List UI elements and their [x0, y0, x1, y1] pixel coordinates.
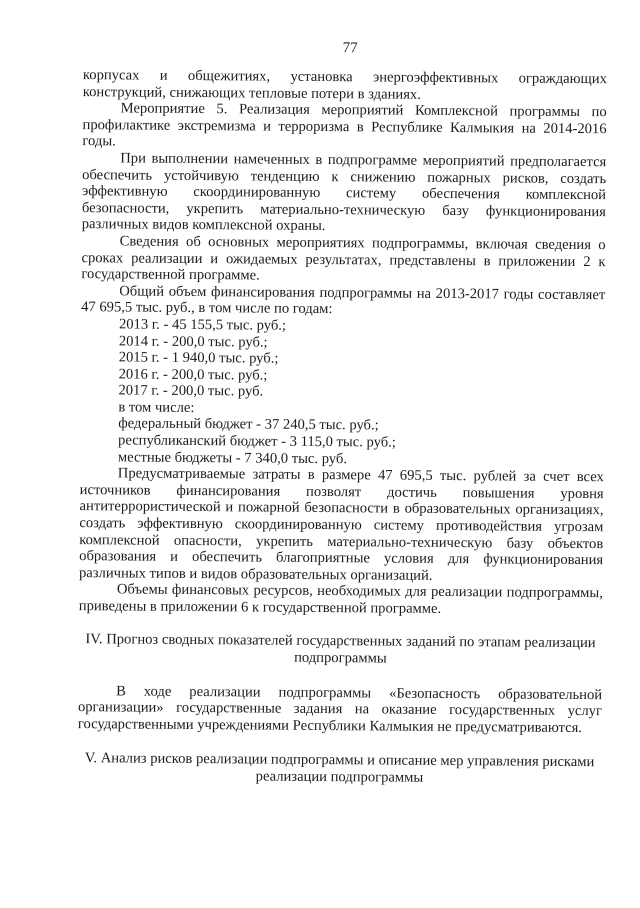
funding-local: местные бюджеты - 7 340,0 тыс. руб.: [117, 449, 348, 467]
section-iv-heading: IV. Прогноз сводных показателей государственных заданий по этапам реализации подпрограммы: [85, 630, 596, 667]
paragraph-expected-results: При выполнении намеченных в подпрограмме мероприятий предполагается обеспечить устойчивую тенденцию к снижению пожарных рисков, создать эффективную скоординированную систему обеспечения комплексной безопасности, укрепить материально-техническую базу функционирования различных видов комплексной охраны.: [81, 150, 607, 235]
paragraph-planned-costs: Предусматриваемые затраты в размере 47 695,5 тыс. рублей за счет всех источников финансирования позволят достичь повышения уровня антитеррористической и пожарной безопасности в образовательных организациях, создать эффективную скоординированную систему противодействия угрозам комплексной опасности, укрепить материально-техническую базу объектов образования и обеспечить благоприятные условия для функционирования различных типов и видов образовательных организаций.: [78, 465, 604, 584]
funding-2013: 2013 г. - 45 155,5 тыс. руб.;: [118, 316, 287, 334]
funding-2015: 2015 г. - 1 940,0 тыс. руб.;: [118, 349, 279, 367]
paragraph-funding-total: Общий объем финансирования подпрограммы на 2013-2017 годы составляет 47 695,5 тыс. руб., в том числе по годам:: [81, 283, 606, 318]
funding-list: [80, 316, 605, 469]
funding-2014: 2014 г. - 200,0 тыс. руб.;: [118, 332, 268, 351]
paragraph-appendix-6: Объемы финансовых ресурсов, необходимых для реализации подпрограммы, приведены в приложении 6 к государственной программе.: [78, 581, 603, 617]
funding-2017: 2017 г. - 200,0 тыс. руб.: [118, 382, 264, 400]
section-v-heading: V. Анализ рисков реализации подпрограммы и описание мер управления рисками реализации подпрограммы: [84, 750, 595, 787]
funding-republic: республиканский бюджет - 3 115,0 тыс. руб.;: [118, 432, 396, 451]
funding-2016: 2016 г. - 200,0 тыс. руб.;: [118, 366, 268, 384]
funding-including: в том числе:: [118, 399, 195, 416]
funding-federal: федеральный бюджет - 37 240,5 тыс. руб.;: [118, 415, 379, 434]
page-number: 77: [342, 40, 358, 57]
paragraph-measure-5: Мероприятие 5. Реализация мероприятий Комплексной программы по профилактике экстремизма и терроризма в Республике Калмыкия на 2014-2016 годы.: [82, 100, 607, 150]
paragraph-appendix-2: Сведения об основных мероприятиях подпрограммы, включая сведения о сроках реализации и ожидаемых результатах, представлены в приложении 2 к государственной программе.: [81, 233, 606, 284]
paragraph-continuation: корпусах и общежитиях, установка энергоэффективных ограждающих конструкций, снижающих тепловые потери в зданиях.: [82, 67, 608, 103]
section-iv-text: В ходе реализации подпрограммы «Безопасность образовательной организации» государственные задания на оказание государственных услуг государственными учреждениями Республики Калмыкия не предусматриваются.: [77, 683, 603, 736]
